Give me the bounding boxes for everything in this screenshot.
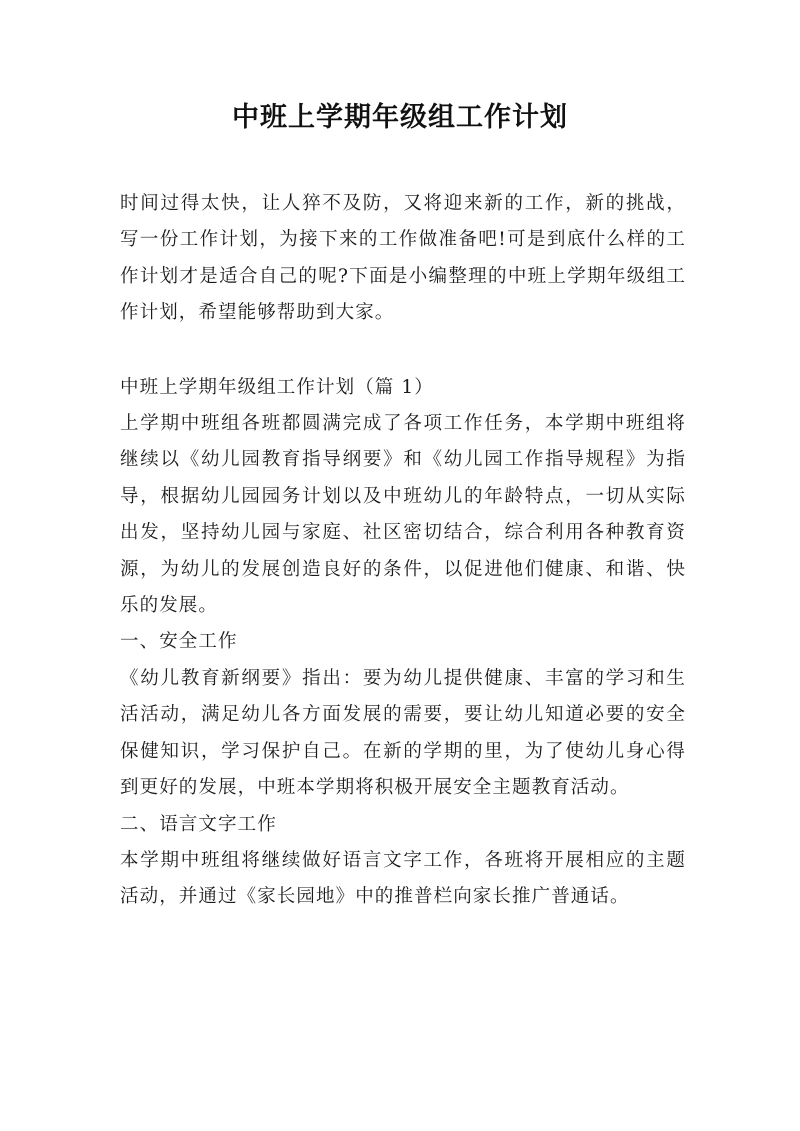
document-body — [120, 186, 686, 916]
document-title: 中班上学期年级组工作计划 — [232, 102, 568, 133]
intro-paragraph: 时间过得太快，让人猝不及防，又将迎来新的工作，新的挑战，写一份工作计划，为接下来的工作做准备吧!可是到底什么样的工作计划才是适合自己的呢?下面是小编整理的中班上学期年级组工作计划，希望能够帮助到大家。 — [120, 193, 686, 324]
section-heading: 中班上学期年级组工作计划（篇 1） — [120, 376, 434, 398]
section-intro-paragraph: 上学期中班组各班都圆满完成了各项工作任务，本学期中班组将继续以《幼儿园教育指导纲要》和《幼儿园工作指导规程》为指导，根据幼儿园园务计划以及中班幼儿的年龄特点，一切从实际出发，坚持幼儿园与家庭、社区密切结合，综合利用各种教育资源，为幼儿的发展创造良好的条件，以促进他们健康、和谐、快乐的发展。 — [120, 413, 686, 617]
language-heading: 二、语言文字工作 — [120, 813, 277, 835]
language-paragraph: 本学期中班组将继续做好语言文字工作，各班将开展相应的主题活动，并通过《家长园地》中的推普栏向家长推广普通话。 — [120, 849, 686, 908]
safety-heading: 一、安全工作 — [120, 631, 238, 653]
safety-paragraph: 《幼儿教育新纲要》指出：要为幼儿提供健康、丰富的学习和生活活动，满足幼儿各方面发展的需要，要让幼儿知道必要的安全保健知识，学习保护自己。在新的学期的里，为了使幼儿身心得到更好的发展，中班本学期将积极开展安全主题教育活动。 — [120, 667, 686, 799]
paragraph-gap — [120, 332, 686, 370]
